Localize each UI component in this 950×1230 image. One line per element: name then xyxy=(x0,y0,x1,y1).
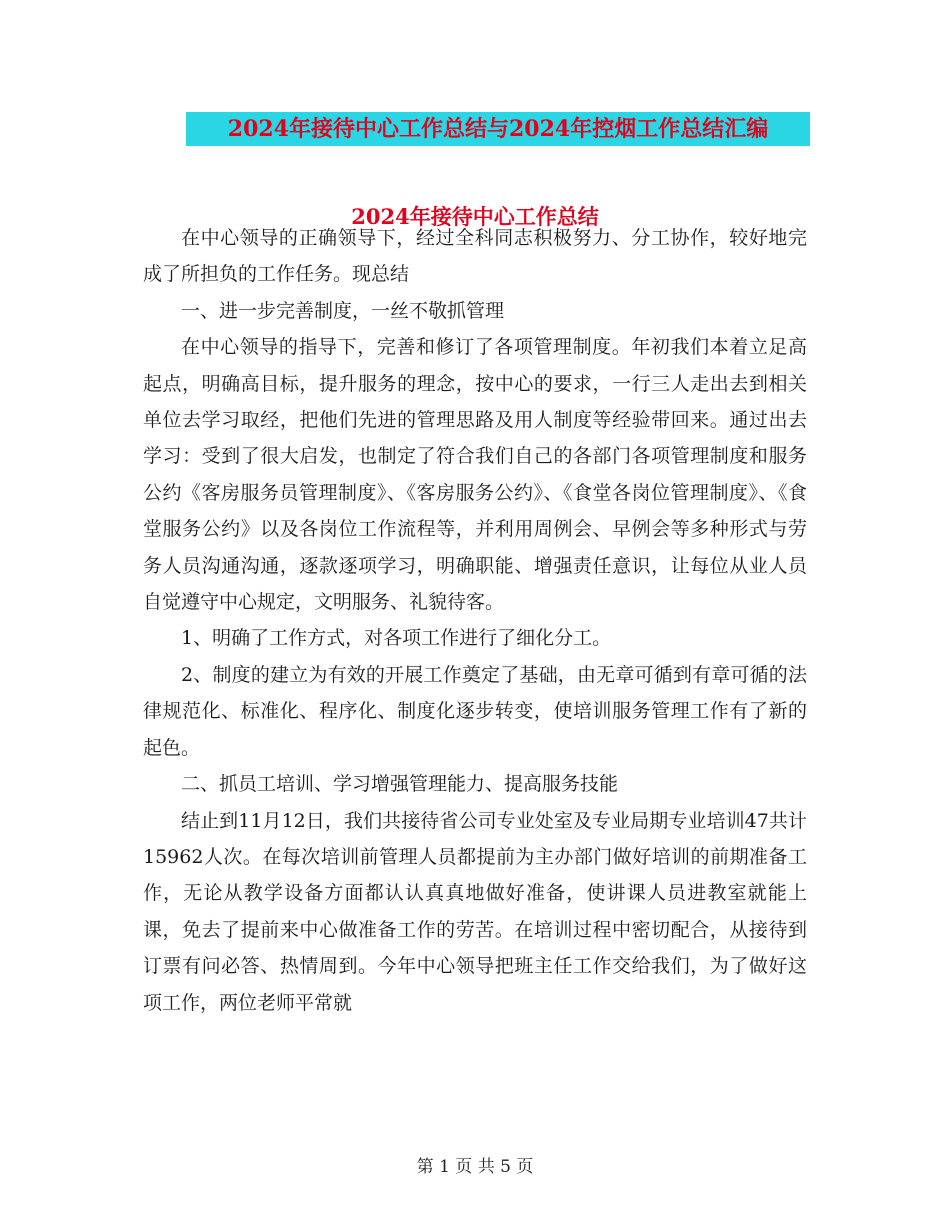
paragraph-heading-1: 一、进一步完善制度，一丝不敬抓管理 xyxy=(181,299,505,322)
section-title: 2024年接待中心工作总结 xyxy=(351,204,599,229)
paragraph-system: 在中心领导的指导下，完善和修订了各项管理制度。年初我们本着立足高起点，明确高目标，提升服务的理念，按中心的要求，一行三人走出去到相关单位去学习取经，把他们先进的管理思路及用人制度等经验带回来。通过出去学习：受到了很大启发，也制定了符合我们自己的各部门各项管理制度和服务公约《客房服务员管理制度》、《客房服务公约》、《食堂各岗位管理制度》、《食堂服务公约》以及各岗位工作流程等，并利用周例会、早例会等多种形式与劳务人员沟通沟通，逐款逐项学习，明确职能、增强责任意识，让每位从业人员自觉遵守中心规定，文明服务、礼貌待客。 xyxy=(143,336,807,614)
paragraph-training: 结止到11月12日，我们共接待省公司专业处室及专业局期专业培训47共计15962人次。在每次培训前管理人员都提前为主办部门做好培训的前期准备工作，无论从教学设备方面都认认真真地做好准备，使讲课人员进教室就能上课，免去了提前来中心做准备工作的劳苦。在培训过程中密切配合，从接待到订票有问必答、热情周到。今年中心领导把班主任工作交给我们，为了做好这项工作，两位老师平常就 xyxy=(143,809,807,1014)
document-body xyxy=(143,220,807,1021)
paragraph-point-2: 2、制度的建立为有效的开展工作奠定了基础，由无章可循到有章可循的法律规范化、标准化、程序化、制度化逐步转变，使培训服务管理工作有了新的起色。 xyxy=(143,663,807,759)
document-main-title: 2024年接待中心工作总结与2024年控烟工作总结汇编 xyxy=(186,112,810,146)
paragraph-point-1: 1、明确了工作方式，对各项工作进行了细化分工。 xyxy=(181,627,612,650)
page-number-footer: 第 1 页 共 5 页 xyxy=(416,1157,534,1177)
paragraph-intro: 在中心领导的正确领导下，经过全科同志积极努力、分工协作，较好地完成了所担负的工作任务。现总结 xyxy=(143,227,807,286)
paragraph-heading-2: 二、抓员工培训、学习增强管理能力、提高服务技能 xyxy=(181,773,619,796)
